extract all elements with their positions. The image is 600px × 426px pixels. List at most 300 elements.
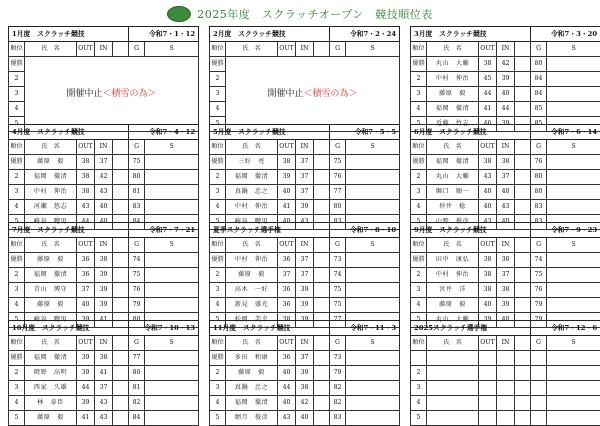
gross-score: 75 xyxy=(531,268,547,283)
table-row xyxy=(210,170,400,185)
col-header-blank xyxy=(314,336,330,351)
table-row xyxy=(210,298,400,313)
rank-cell: 4 xyxy=(411,102,427,117)
rank-cell: 2 xyxy=(210,268,226,283)
s-cell xyxy=(145,381,199,396)
col-header-s: S xyxy=(145,140,199,155)
in-score: 40 xyxy=(497,87,515,102)
table-row xyxy=(9,298,199,313)
gross-score: 85 xyxy=(531,117,547,132)
out-score: 46 xyxy=(479,117,497,132)
col-header-name: 氏 名 xyxy=(25,336,77,351)
rank-cell: 優勝 xyxy=(210,351,226,366)
player-name: 中村 伸治 xyxy=(226,200,278,215)
rank-cell: 5 xyxy=(210,411,226,426)
table-row xyxy=(411,411,600,426)
col-header-name: 氏 名 xyxy=(226,140,278,155)
player-name: 藤原 毅 xyxy=(427,87,479,102)
rank-cell: 5 xyxy=(9,215,25,230)
blank-cell xyxy=(314,170,330,185)
gross-score: 81 xyxy=(129,185,145,200)
gross-score: 80 xyxy=(531,57,547,72)
s-cell xyxy=(346,283,400,298)
panel-title: 3月度 スクラッチ競技 xyxy=(411,27,531,42)
col-header-in: IN xyxy=(95,42,113,57)
rank-cell: 優勝 xyxy=(9,351,25,366)
s-cell xyxy=(346,200,400,215)
blank-cell xyxy=(515,253,531,268)
player-name: 丸山 大輔 xyxy=(427,170,479,185)
in-score: 39 xyxy=(95,283,113,298)
rank-cell: 優勝 xyxy=(411,155,427,170)
s-cell xyxy=(547,155,600,170)
rank-cell: 優勝 xyxy=(210,253,226,268)
col-header-name: 氏 名 xyxy=(226,336,278,351)
gross-score: 83 xyxy=(330,411,346,426)
rank-cell: 5 xyxy=(210,117,226,132)
rank-cell: 4 xyxy=(210,298,226,313)
player-name: 丸山 大輔 xyxy=(427,313,479,328)
col-header-out: OUT xyxy=(77,140,95,155)
col-header-name: 氏 名 xyxy=(427,42,479,57)
out-score: 38 xyxy=(479,57,497,72)
in-score: 39 xyxy=(95,298,113,313)
gross-score: 82 xyxy=(330,381,346,396)
s-cell xyxy=(547,411,600,426)
gross-score: 83 xyxy=(129,200,145,215)
in-score: 38 xyxy=(497,155,515,170)
in-score: 43 xyxy=(95,185,113,200)
rank-cell: 3 xyxy=(210,283,226,298)
col-header-blank xyxy=(314,238,330,253)
in-score: 37 xyxy=(296,268,314,283)
col-header-s: S xyxy=(547,336,600,351)
col-header-out: OUT xyxy=(77,42,95,57)
rank-cell: 2 xyxy=(411,72,427,87)
out-score: 41 xyxy=(77,411,95,426)
col-header-g: G xyxy=(129,238,145,253)
table-row xyxy=(9,155,199,170)
out-score: 43 xyxy=(77,200,95,215)
rank-cell xyxy=(411,351,427,366)
in-score: 39 xyxy=(296,313,314,328)
cancel-notice xyxy=(226,57,400,132)
in-score: 38 xyxy=(95,351,113,366)
rank-cell: 3 xyxy=(210,185,226,200)
panel-title: 2月度 スクラッチ競技 xyxy=(210,27,330,42)
cancel-reason: ＜積雪の為＞ xyxy=(304,89,358,99)
table-row xyxy=(210,366,400,381)
table-row xyxy=(411,170,600,185)
player-name: 近藤 竹志 xyxy=(427,117,479,132)
player-name xyxy=(427,351,479,366)
player-name: 福岡 徹清 xyxy=(427,102,479,117)
in-score: 37 xyxy=(296,155,314,170)
table-row xyxy=(411,87,600,102)
s-cell xyxy=(547,253,600,268)
table-row xyxy=(210,185,400,200)
col-header-name: 氏 名 xyxy=(25,42,77,57)
blank-cell xyxy=(515,57,531,72)
rank-cell: 5 xyxy=(9,411,25,426)
out-score xyxy=(479,381,497,396)
in-score: 43 xyxy=(497,200,515,215)
blank-cell xyxy=(113,411,129,426)
gross-score: 79 xyxy=(129,298,145,313)
player-name: 真鍋 忠之 xyxy=(226,381,278,396)
player-name xyxy=(427,396,479,411)
out-score: 38 xyxy=(479,155,497,170)
blank-cell xyxy=(314,396,330,411)
in-score: 40 xyxy=(95,215,113,230)
player-name: 藤原 毅 xyxy=(25,411,77,426)
table-row xyxy=(411,253,600,268)
table-row xyxy=(210,268,400,283)
s-cell xyxy=(346,351,400,366)
rank-cell: 3 xyxy=(210,87,226,102)
gross-score: 76 xyxy=(129,283,145,298)
s-cell xyxy=(346,366,400,381)
gross-score xyxy=(531,381,547,396)
s-cell xyxy=(547,72,600,87)
col-header-out: OUT xyxy=(278,42,296,57)
panel-date: 令和7・12・6 xyxy=(531,321,600,336)
col-header-rank: 順位 xyxy=(210,140,226,155)
out-score: 38 xyxy=(278,155,296,170)
player-name: 藤原 毅 xyxy=(226,366,278,381)
col-header-blank xyxy=(113,238,129,253)
in-score: 39 xyxy=(497,298,515,313)
standings-panel xyxy=(410,26,600,132)
rank-cell: 優勝 xyxy=(9,155,25,170)
gross-score: 80 xyxy=(330,200,346,215)
player-name: 藤原 毅 xyxy=(25,155,77,170)
in-score: 38 xyxy=(296,381,314,396)
s-cell xyxy=(547,283,600,298)
in-score: 42 xyxy=(296,396,314,411)
rank-cell: 優勝 xyxy=(9,57,25,72)
player-name: 青山 博守 xyxy=(25,283,77,298)
panel-title: 夏季スクラッチ選手権 xyxy=(210,223,330,238)
out-score: 40 xyxy=(479,185,497,200)
player-name: 中村 伸治 xyxy=(226,253,278,268)
in-score: 39 xyxy=(95,268,113,283)
panel-title: 2025スクラッチ選手権 xyxy=(411,321,531,336)
gross-score: 77 xyxy=(129,351,145,366)
blank-cell xyxy=(113,366,129,381)
col-header-rank: 順位 xyxy=(411,238,427,253)
rank-cell: 3 xyxy=(411,87,427,102)
col-header-s: S xyxy=(346,140,400,155)
gross-score: 77 xyxy=(330,185,346,200)
s-cell xyxy=(145,411,199,426)
panel-title: 7月度 スクラッチ競技 xyxy=(9,223,129,238)
standings-panel xyxy=(209,320,400,426)
col-header-g: G xyxy=(129,42,145,57)
rank-cell: 2 xyxy=(9,72,25,87)
rank-cell: 2 xyxy=(411,170,427,185)
table-row xyxy=(9,351,199,366)
col-header-out: OUT xyxy=(278,140,296,155)
blank-cell xyxy=(515,366,531,381)
player-name xyxy=(427,411,479,426)
rank-cell: 4 xyxy=(210,102,226,117)
in-score: 40 xyxy=(497,185,515,200)
col-header-blank xyxy=(314,42,330,57)
rank-cell: 3 xyxy=(9,381,25,396)
out-score: 38 xyxy=(278,313,296,328)
gross-score: 77 xyxy=(330,313,346,328)
blank-cell xyxy=(515,298,531,313)
s-cell xyxy=(547,87,600,102)
player-name: 田中 康弘 xyxy=(427,253,479,268)
cancel-text: 開催中止 xyxy=(268,89,304,99)
out-score: 43 xyxy=(479,170,497,185)
col-header-blank xyxy=(113,42,129,57)
gross-score: 82 xyxy=(129,396,145,411)
gross-score: 80 xyxy=(129,170,145,185)
in-score xyxy=(497,396,515,411)
out-score: 40 xyxy=(278,185,296,200)
col-header-s: S xyxy=(547,42,600,57)
standings-panel xyxy=(410,222,600,328)
s-cell xyxy=(145,396,199,411)
player-name: 福岡 徹清 xyxy=(226,170,278,185)
player-name: 堀口 順一 xyxy=(427,185,479,200)
table-row xyxy=(411,72,600,87)
out-score: 40 xyxy=(278,366,296,381)
player-name: 真鍋 忠之 xyxy=(226,185,278,200)
gross-score: 74 xyxy=(129,253,145,268)
table-row xyxy=(411,283,600,298)
player-name: 福岡 徹清 xyxy=(25,268,77,283)
col-header-blank xyxy=(113,140,129,155)
table-row xyxy=(210,351,400,366)
standings-panel xyxy=(209,124,400,230)
rank-cell: 2 xyxy=(210,366,226,381)
table-row xyxy=(9,268,199,283)
in-score xyxy=(497,351,515,366)
col-header-blank xyxy=(515,140,531,155)
in-score: 39 xyxy=(296,283,314,298)
player-name: 宮井 洋 xyxy=(427,283,479,298)
rank-cell: 3 xyxy=(9,185,25,200)
table-row xyxy=(411,57,600,72)
col-header-in: IN xyxy=(296,238,314,253)
s-cell xyxy=(145,253,199,268)
out-score: 44 xyxy=(77,215,95,230)
s-cell xyxy=(145,366,199,381)
rank-cell: 3 xyxy=(9,283,25,298)
panel-date: 令和7・10・13 xyxy=(129,321,199,336)
table-row xyxy=(9,283,199,298)
col-header-out: OUT xyxy=(479,238,497,253)
player-name: 山野 俊彦 xyxy=(427,215,479,230)
standings-panel xyxy=(209,222,400,328)
standings-panel xyxy=(410,320,600,426)
in-score: 39 xyxy=(296,200,314,215)
gross-score: 75 xyxy=(330,155,346,170)
table-row xyxy=(411,102,600,117)
standings-panel xyxy=(209,26,400,132)
gross-score: 79 xyxy=(531,298,547,313)
blank-cell xyxy=(314,351,330,366)
panel-title: 4月度 スクラッチ競技 xyxy=(9,125,129,140)
out-score: 40 xyxy=(479,200,497,215)
gross-score: 81 xyxy=(129,381,145,396)
gross-score: 80 xyxy=(531,185,547,200)
rank-cell: 優勝 xyxy=(411,253,427,268)
gross-score: 85 xyxy=(531,102,547,117)
player-name: 福岡 徹清 xyxy=(25,351,77,366)
page-title: 2025年度 スクラッチオープン 競技順位表 xyxy=(197,6,433,22)
table-row xyxy=(411,366,600,381)
table-row xyxy=(9,170,199,185)
player-name: 三好 亮 xyxy=(226,155,278,170)
col-header-in: IN xyxy=(296,140,314,155)
s-cell xyxy=(547,351,600,366)
in-score: 38 xyxy=(95,253,113,268)
out-score: 39 xyxy=(77,351,95,366)
blank-cell xyxy=(113,396,129,411)
col-header-g: G xyxy=(129,336,145,351)
col-header-out: OUT xyxy=(479,42,497,57)
col-header-rank: 順位 xyxy=(9,140,25,155)
in-score: 41 xyxy=(95,313,113,328)
panel-title: 9月度 スクラッチ競技 xyxy=(411,223,531,238)
out-score xyxy=(479,396,497,411)
blank-cell xyxy=(314,268,330,283)
table-row xyxy=(411,268,600,283)
gross-score: 80 xyxy=(531,170,547,185)
rank-cell: 4 xyxy=(9,102,25,117)
out-score: 40 xyxy=(278,396,296,411)
standings-panel xyxy=(8,124,199,230)
col-header-in: IN xyxy=(296,42,314,57)
player-name xyxy=(427,366,479,381)
player-name: 崎谷 聰男 xyxy=(226,215,278,230)
col-header-g: G xyxy=(531,238,547,253)
blank-cell xyxy=(113,268,129,283)
rank-cell: 2 xyxy=(411,268,427,283)
col-header-out: OUT xyxy=(77,336,95,351)
col-header-out: OUT xyxy=(479,336,497,351)
rank-cell: 2 xyxy=(411,366,427,381)
gross-score: 76 xyxy=(330,170,346,185)
in-score: 37 xyxy=(497,268,515,283)
in-score xyxy=(497,411,515,426)
rank-cell: 3 xyxy=(411,185,427,200)
s-cell xyxy=(547,366,600,381)
out-score: 40 xyxy=(479,298,497,313)
s-cell xyxy=(547,102,600,117)
s-cell xyxy=(346,298,400,313)
table-row xyxy=(210,283,400,298)
out-score: 38 xyxy=(479,283,497,298)
blank-cell xyxy=(515,72,531,87)
blank-cell xyxy=(314,298,330,313)
blank-cell xyxy=(113,253,129,268)
out-score: 41 xyxy=(479,102,497,117)
blank-cell xyxy=(515,411,531,426)
rank-cell: 4 xyxy=(9,200,25,215)
rank-cell: 4 xyxy=(411,298,427,313)
in-score: 37 xyxy=(95,155,113,170)
col-header-s: S xyxy=(346,238,400,253)
standings-panel xyxy=(8,26,199,132)
out-score xyxy=(479,411,497,426)
club-logo-icon xyxy=(167,6,191,22)
gross-score: 84 xyxy=(531,87,547,102)
gross-score: 83 xyxy=(531,200,547,215)
col-header-g: G xyxy=(330,336,346,351)
table-row xyxy=(411,351,600,366)
col-header-rank: 順位 xyxy=(210,42,226,57)
blank-cell xyxy=(113,298,129,313)
blank-cell xyxy=(113,351,129,366)
player-name xyxy=(427,381,479,396)
player-name: 高木 一好 xyxy=(226,283,278,298)
out-score: 45 xyxy=(479,72,497,87)
player-name: 中村 伸治 xyxy=(25,185,77,200)
out-score: 36 xyxy=(278,253,296,268)
table-row xyxy=(411,200,600,215)
out-score: 44 xyxy=(479,87,497,102)
in-score: 40 xyxy=(296,411,314,426)
rank-cell: 4 xyxy=(9,298,25,313)
in-score: 37 xyxy=(296,253,314,268)
player-name: 藤原 毅 xyxy=(226,268,278,283)
col-header-rank: 順位 xyxy=(210,238,226,253)
blank-cell xyxy=(515,102,531,117)
col-header-blank xyxy=(113,336,129,351)
table-row xyxy=(411,298,600,313)
player-name: 西家 久雄 xyxy=(25,381,77,396)
s-cell xyxy=(346,411,400,426)
col-header-g: G xyxy=(531,140,547,155)
blank-cell xyxy=(314,253,330,268)
blank-cell xyxy=(314,411,330,426)
rank-cell: 4 xyxy=(411,200,427,215)
gross-score: 76 xyxy=(531,155,547,170)
gross-score: 76 xyxy=(531,283,547,298)
gross-score xyxy=(531,396,547,411)
col-header-in: IN xyxy=(296,336,314,351)
blank-cell xyxy=(515,283,531,298)
out-score: 37 xyxy=(77,283,95,298)
table-row xyxy=(210,396,400,411)
player-name: 藤原 毅 xyxy=(25,253,77,268)
in-score: 40 xyxy=(497,313,515,328)
player-name: 福岡 徹清 xyxy=(25,170,77,185)
blank-cell xyxy=(314,155,330,170)
standings-panel xyxy=(8,320,199,426)
col-header-s: S xyxy=(346,42,400,57)
panel-title: 11月度 スクラッチ競技 xyxy=(210,321,330,336)
blank-cell xyxy=(113,381,129,396)
out-score: 38 xyxy=(77,155,95,170)
s-cell xyxy=(547,185,600,200)
in-score: 43 xyxy=(95,396,113,411)
s-cell xyxy=(547,381,600,396)
table-row xyxy=(411,381,600,396)
s-cell xyxy=(346,170,400,185)
gross-score: 75 xyxy=(129,155,145,170)
gross-score xyxy=(531,366,547,381)
blank-cell xyxy=(314,283,330,298)
player-name: 藤原 毅 xyxy=(427,298,479,313)
rank-cell: 5 xyxy=(210,215,226,230)
